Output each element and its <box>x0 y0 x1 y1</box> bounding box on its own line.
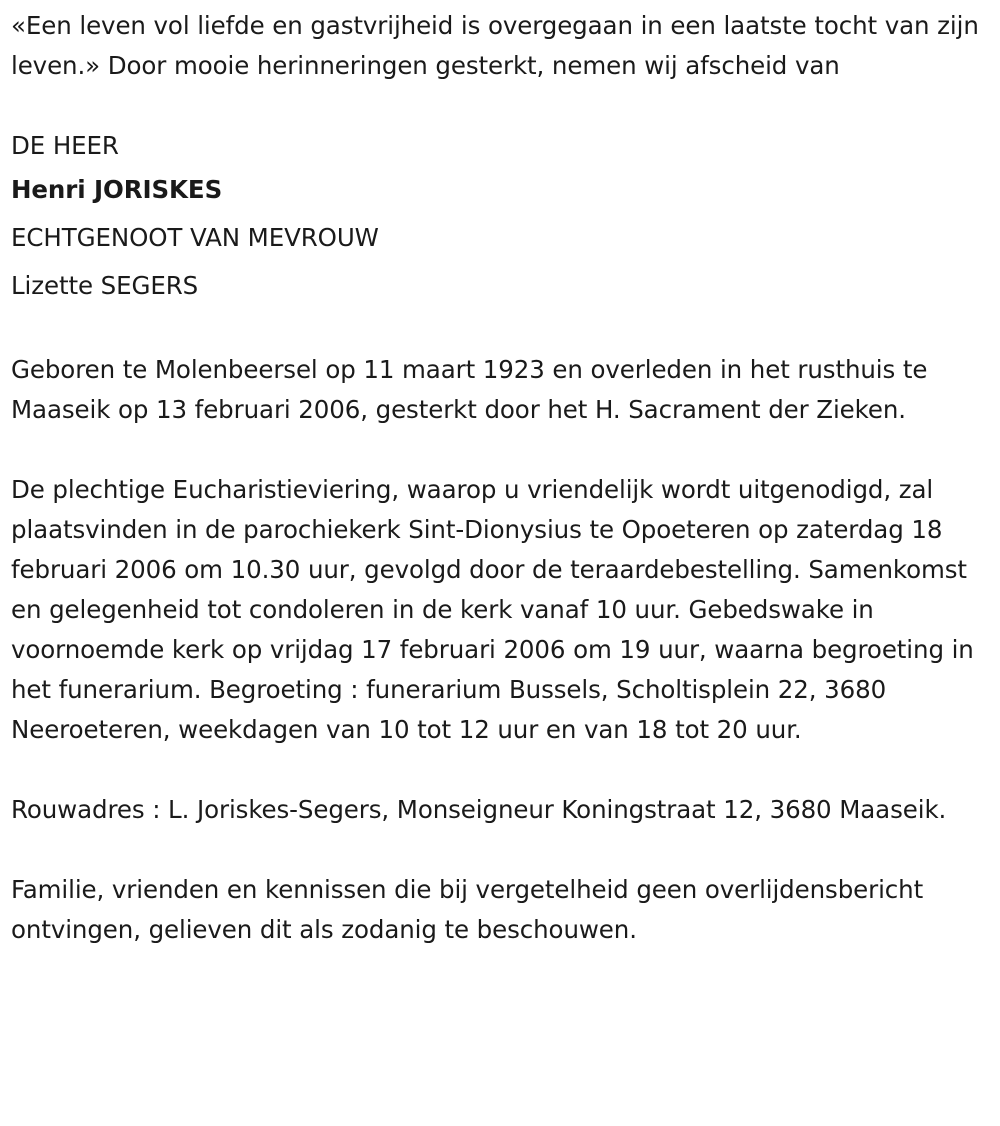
birth-death-paragraph: Geboren te Molenbeersel op 11 maart 1923 en overleden in het rusthuis te Maaseik op 13 februari 2006, gesterkt door het H. Sacrament der Zieken. <box>11 355 928 424</box>
spouse-label: ECHTGENOOT VAN MEVROUW <box>11 223 379 252</box>
deceased-name: Henri JORISKES <box>11 175 223 204</box>
mourning-address: Rouwadres : L. Joriskes-Segers, Monseigneur Koningstraat 12, 3680 Maaseik. <box>11 795 947 824</box>
closing-paragraph: Familie, vrienden en kennissen die bij vergetelheid geen overlijdensbericht ontvingen, gelieven dit als zodanig te beschouwen. <box>11 875 924 944</box>
honorific-title: DE HEER <box>11 131 119 160</box>
name-block <box>11 126 991 310</box>
death-notice <box>11 6 991 950</box>
spouse-name: Lizette SEGERS <box>11 271 199 300</box>
ceremony-paragraph: De plechtige Eucharistieviering, waarop u vriendelijk wordt uitgenodigd, zal plaatsvinden in de parochiekerk Sint-Dionysius te Opoeteren op zaterdag 18 februari 2006 om 10.30 uur, gevolgd door de teraardebestelling. Samenkomst en gelegenheid tot condoleren in de kerk vanaf 10 uur. Gebedswake in voornoemde kerk op vrijdag 17 februari 2006 om 19 uur, waarna begroeting in het funerarium. Begroeting : funerarium Bussels, Scholtisplein 22, 3680 Neeroeteren, weekdagen van 10 tot 12 uur en van 18 tot 20 uur. <box>11 475 974 744</box>
intro-text: «Een leven vol liefde en gastvrijheid is overgegaan in een laatste tocht van zijn leven.» Door mooie herinneringen gesterkt, nemen wij afscheid van <box>11 11 979 80</box>
